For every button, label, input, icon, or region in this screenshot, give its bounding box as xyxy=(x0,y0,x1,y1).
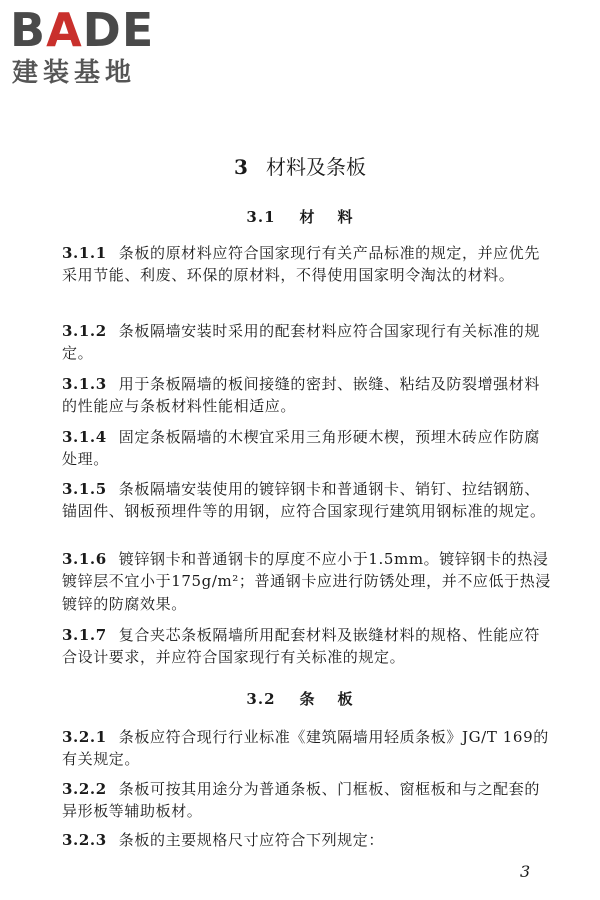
clause-3-1-7: 3.1.7 复合夹芯条板隔墙所用配套材料及嵌缝材料的规格、性能应符合设计要求，并应符合国家现行有关标准的规定。 xyxy=(62,626,540,667)
bade-logo xyxy=(10,4,180,94)
page-number: 3 xyxy=(520,862,531,881)
clause-3-1-6: 3.1.6 镀锌钢卡和普通钢卡的厚度不应小于1.5mm。镀锌钢卡的热浸镀锌层不宜小于175g/m²；普通钢卡应进行防锈处理，并不应低于热浸镀锌的防腐效果。 xyxy=(62,550,551,613)
chapter-number: 3 xyxy=(234,155,248,179)
clause-3-2-2: 3.2.2 条板可按其用途分为普通条板、门框板、窗框板和与之配套的异形板等辅助板材。 xyxy=(62,780,540,821)
logo-wordmark: BADE xyxy=(10,3,155,57)
clause-3-1-2: 3.1.2 条板隔墙安装时采用的配套材料应符合国家现行有关标准的规定。 xyxy=(62,322,540,363)
clause-3-1-5: 3.1.5 条板隔墙安装使用的镀锌钢卡和普通钢卡、销钉、拉结钢筋、锚固件、钢板预埋件等的用钢，应符合国家现行建筑用钢标准的规定。 xyxy=(62,480,546,521)
section-title-3-2: 3.2 条 板 xyxy=(246,690,354,708)
clause-3-2-1: 3.2.1 条板应符合现行行业标准《建筑隔墙用轻质条板》JG/T 169的有关规定。 xyxy=(62,728,549,769)
section-title-3-1: 3.1 材 料 xyxy=(246,208,354,226)
chapter-title-text: 材料及条板 xyxy=(265,155,366,179)
clause-3-2-3: 3.2.3 条板的主要规格尺寸应符合下列规定： xyxy=(62,831,384,849)
clause-3-1-4: 3.1.4 固定条板隔墙的木楔宜采用三角形硬木楔，预埋木砖应作防腐处理。 xyxy=(62,428,540,469)
chapter-title xyxy=(0,153,600,181)
clause-3-1-3: 3.1.3 用于条板隔墙的板间接缝的密封、嵌缝、粘结及防裂增强材料的性能应与条板材料性能相适应。 xyxy=(62,375,540,416)
clause-3-1-1: 3.1.1 条板的原材料应符合国家现行有关产品标准的规定，并应优先采用节能、利废、环保的原材料，不得使用国家明令淘汰的材料。 xyxy=(62,244,540,285)
logo-subtitle: 建装基地 xyxy=(12,58,137,88)
